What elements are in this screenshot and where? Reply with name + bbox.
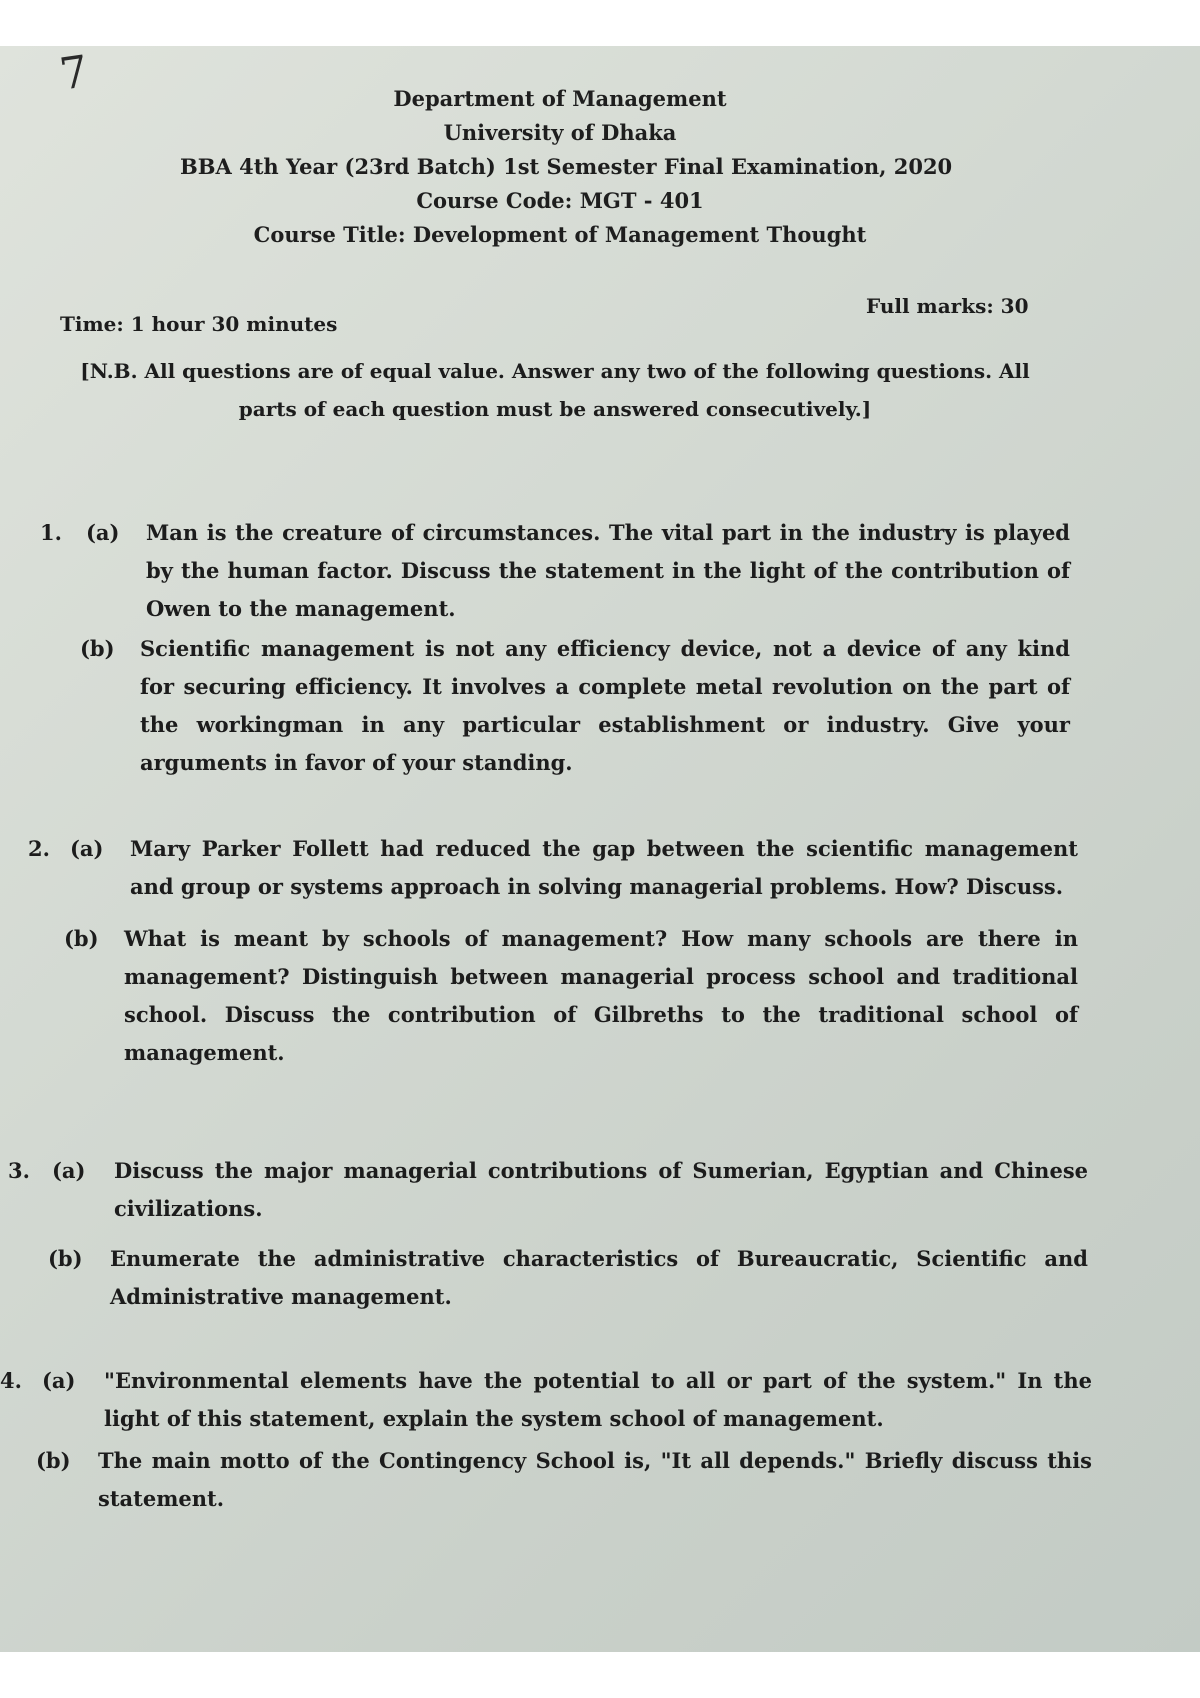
part-text: Enumerate the administrative characteristics of Bureaucratic, Scientific and Administrative management. [110,1246,1088,1309]
full-marks: Full marks: 30 [866,294,1029,318]
course-code: Course Code: MGT - 401 [416,188,704,213]
question-number: 2. [28,836,50,861]
part-label: (a) [42,1368,76,1393]
instructions-note: [N.B. All questions are of equal value. Answer any two of the following questions. All parts of each question must be answered consecutively.] [80,359,1030,421]
question-2 [28,830,1078,1072]
exam-time: Time: 1 hour 30 minutes [60,312,338,336]
part-label: (b) [80,636,115,661]
question-part [52,1152,1088,1228]
part-text: Mary Parker Follett had reduced the gap between the scientific management and group or systems approach in solving managerial problems. How? Discuss. [130,836,1078,899]
question-part [42,1362,1092,1438]
question-4 [0,1362,1092,1518]
course-title: Course Title: Development of Management Thought [253,222,867,247]
question-number: 3. [8,1158,30,1183]
question-part [64,920,1078,1072]
department-name: Department of Management [393,86,727,111]
question-number: 4. [0,1368,22,1393]
part-text: What is meant by schools of management? How many schools are there in management? Distinguish between managerial process school and traditional school. Discuss the contribution of Gilbreths to the traditional school of management. [124,926,1078,1065]
part-text: Discuss the major managerial contributions of Sumerian, Egyptian and Chinese civilizations. [114,1158,1088,1221]
part-label: (a) [70,836,104,861]
question-part [80,630,1070,782]
exam-paper-sheet [0,46,1200,1652]
part-label: (b) [64,926,99,951]
exam-header [180,82,953,252]
question-3 [8,1152,1088,1316]
question-part [48,1240,1088,1316]
part-label: (a) [52,1158,86,1183]
handwritten-mark: 7 [56,46,92,101]
exam-title: BBA 4th Year (23rd Batch) 1st Semester Final Examination, 2020 [180,154,953,179]
part-text: Man is the creature of circumstances. The vital part in the industry is played by the human factor. Discuss the statement in the light of the contribution of Owen to the management. [146,520,1070,621]
question-part [36,1442,1092,1518]
part-label: (b) [48,1246,83,1271]
question-number: 1. [40,520,62,545]
question-part [86,514,1070,628]
part-label: (b) [36,1448,71,1473]
part-text: Scientific management is not any efficiency device, not a device of any kind for securing efficiency. It involves a complete metal revolution on the part of the workingman in any particular establishment or industry. Give your arguments in favor of your standing. [140,636,1070,775]
university-name: University of Dhaka [443,120,677,145]
part-label: (a) [86,520,120,545]
question-1 [40,514,1070,782]
question-part [70,830,1078,906]
part-text: "Environmental elements have the potential to all or part of the system." In the light of this statement, explain the system school of management. [104,1368,1092,1431]
part-text: The main motto of the Contingency School is, "It all depends." Briefly discuss this statement. [98,1448,1092,1511]
